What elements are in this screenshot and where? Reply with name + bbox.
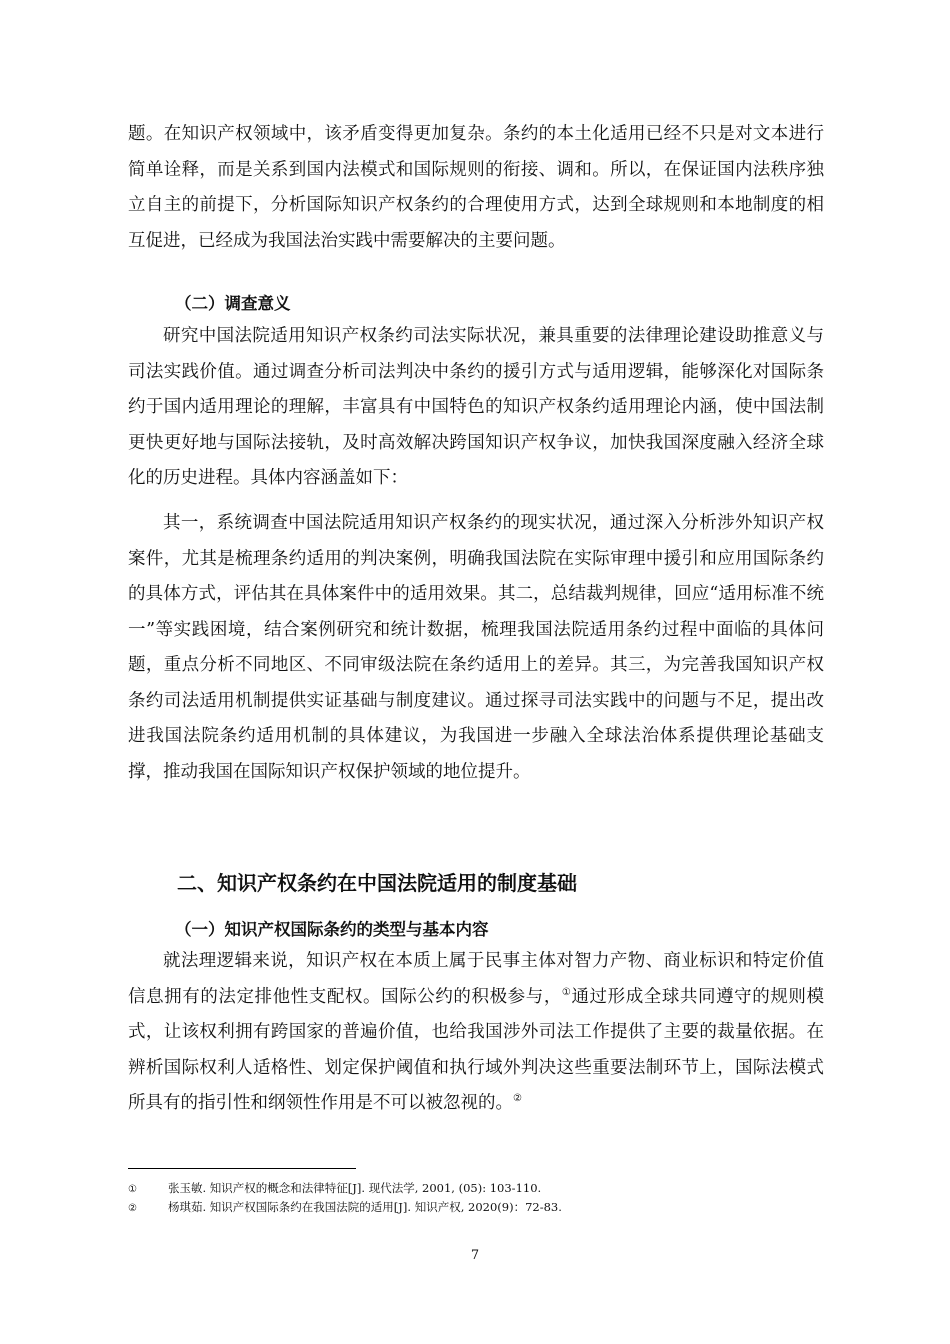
footnote-text: 杨琪茹. 知识产权国际条约在我国法院的适用[J]. 知识产权, 2020(9)：72-83. xyxy=(168,1200,562,1214)
footnote-divider xyxy=(128,1168,356,1169)
footnote-ref-2: ② xyxy=(513,1093,522,1105)
survey-paragraph-1: 研究中国法院适用知识产权条约司法实际状况，兼具重要的法律理论建设助推意义与司法实践价值。通过调查分析司法判决中条约的援引方式与适用逻辑，能够深化对国际条约于国内适用理论的理解，丰富具有中国特色的知识产权条约适用理论内涵，使中国法制更快更好地与国际法接轨，及时高效解决跨国知识产权争议，加快我国深度融入经济全球化的历史进程。具体内容涵盖如下： xyxy=(128,326,824,488)
treaty-types-text-b: 通过形成全球共同遵守的规则模式，让该权利拥有跨国家的普遍价值，也给我国涉外司法工作提供了主要的裁量依据。在辨析国际权利人适格性、划定保护阈值和执行域外判决这些重要法制环节上，国际法模式所具有的指引性和纲领性作用是不可以被忽视的。 xyxy=(128,986,825,1113)
footnote-1 xyxy=(128,1180,828,1198)
survey-paragraph-2: 其一，系统调查中国法院适用知识产权条约的现实状况，通过深入分析涉外知识产权案件，尤其是梳理条约适用的判决案例，明确我国法院在实际审理中援引和应用国际条约的具体方式，评估其在具体案件中的适用效果。其二，总结裁判规律，回应“适用标准不统一”等实践困境，结合案例研究和统计数据，梳理我国法院适用条约过程中面临的具体问题，重点分析不同地区、不同审级法院在条约适用上的差异。其三，为完善我国知识产权条约司法适用机制提供实证基础与制度建议。通过探寻司法实践中的问题与不足，提出改进我国法院条约适用机制的具体建议，为我国进一步融入全球法治体系提供理论基础支撑，推动我国在国际知识产权保护领域的地位提升。 xyxy=(128,513,824,782)
treaty-types-paragraph xyxy=(128,944,824,1122)
footnote-text: 张玉敏. 知识产权的概念和法律特征[J]. 现代法学, 2001, (05): 103-110. xyxy=(168,1181,542,1195)
section-heading-survey-significance: （二）调查意义 xyxy=(175,294,291,313)
footnote-2 xyxy=(128,1199,828,1217)
chapter-heading-2: 二、知识产权条约在中国法院适用的制度基础 xyxy=(177,871,577,895)
footnote-mark: ② xyxy=(128,1203,137,1214)
treaty-types-text-a: 就法理逻辑来说，知识产权在本质上属于民事主体对智力产物、商业标识和特定价值信息拥有的法定排他性支配权。国际公约的积极参与， xyxy=(128,951,824,1007)
page-number: 7 xyxy=(470,1248,480,1263)
footnote-ref-1: ① xyxy=(561,986,572,998)
intro-paragraph: 题。在知识产权领域中，该矛盾变得更加复杂。条约的本土化适用已经不只是对文本进行简单诠释，而是关系到国内法模式和国际规则的衔接、调和。所以，在保证国内法秩序独立自主的前提下，分析国际知识产权条约的合理使用方式，达到全球规则和本地制度的相互促进，已经成为我国法治实践中需要解决的主要问题。 xyxy=(128,124,824,251)
section-heading-treaty-types: （一）知识产权国际条约的类型与基本内容 xyxy=(175,920,489,939)
footnote-mark: ① xyxy=(128,1184,137,1195)
